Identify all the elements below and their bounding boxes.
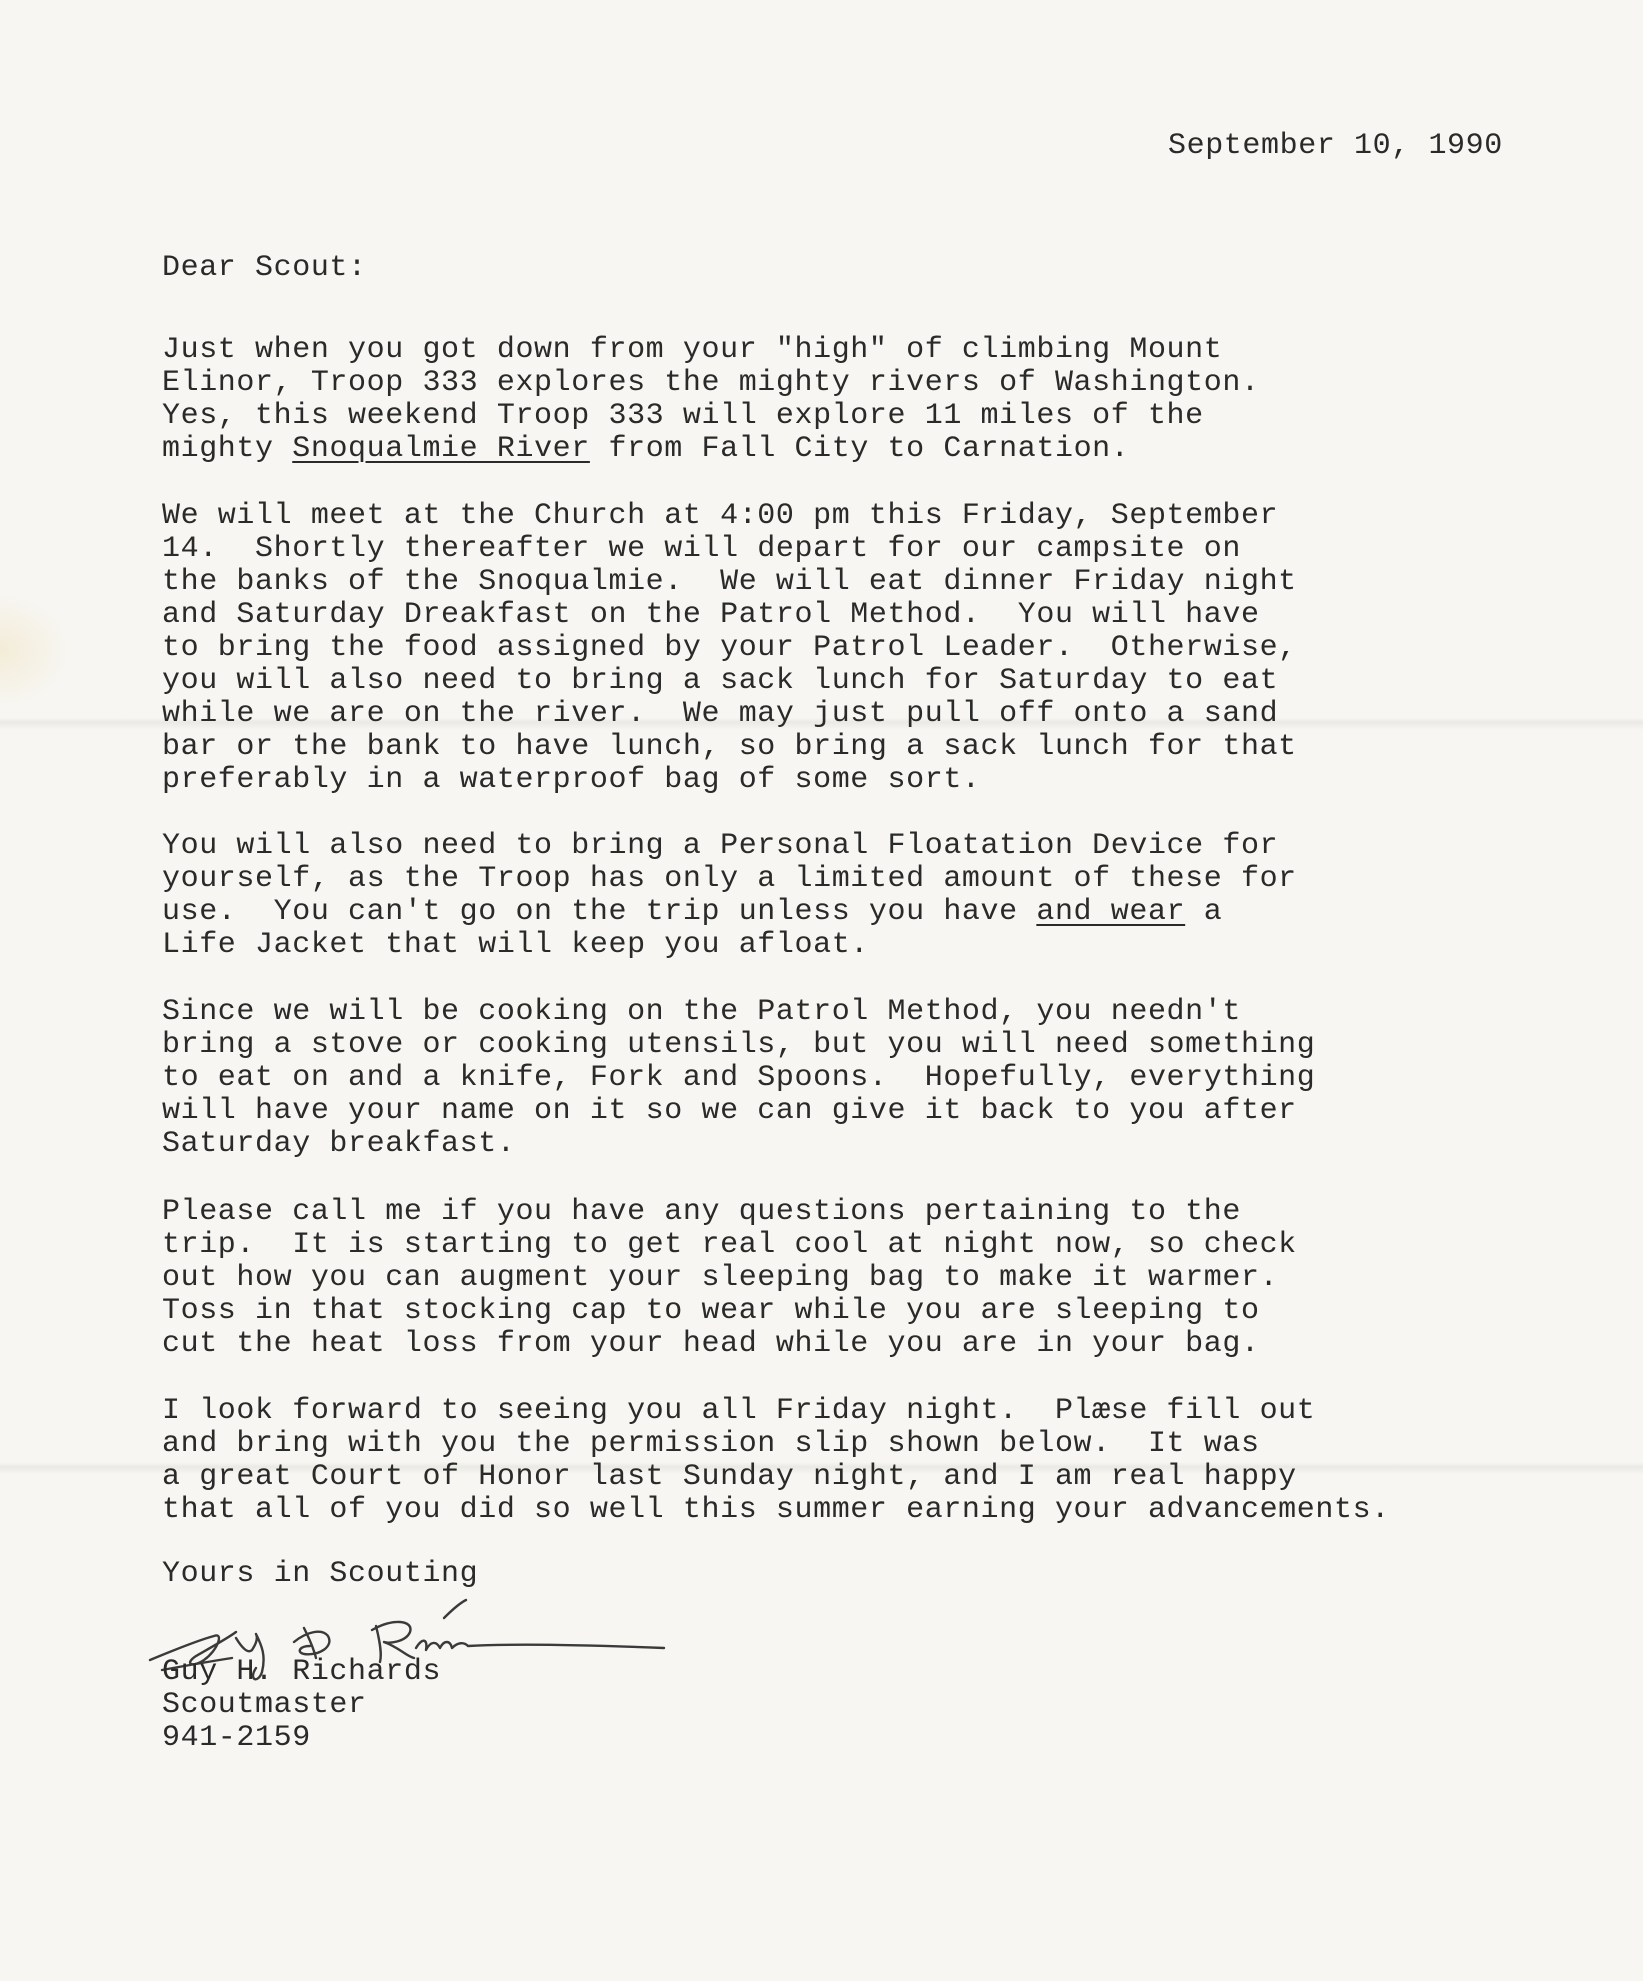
paragraph-closing-remarks xyxy=(162,1395,1390,1527)
paragraph-flotation-device xyxy=(162,830,1297,962)
underlined-river-name: Snoqualmie River xyxy=(292,432,590,466)
text-segment: from Fall City to Carnation. xyxy=(589,432,1130,466)
text-line: will have your name on it so we can give it back to you after xyxy=(162,1094,1297,1128)
text-segment: use. You can't go on the trip unless you have xyxy=(162,895,1037,929)
signer-name: Guy H. Richards xyxy=(162,1655,442,1689)
closing-phrase: Yours in Scouting xyxy=(162,1557,479,1591)
text-line: cut the heat loss from your head while you are in your bag. xyxy=(162,1327,1260,1361)
text-line: bring a stove or cooking utensils, but you will need something xyxy=(162,1028,1316,1062)
text-line: to eat on and a knife, Fork and Spoons. Hopefully, everything xyxy=(162,1061,1316,1095)
text-line: Yes, this weekend Troop 333 will explore 11 miles of the xyxy=(162,399,1204,433)
text-line: Saturday breakfast. xyxy=(162,1127,516,1161)
text-line: Please call me if you have any questions pertaining to the xyxy=(162,1195,1241,1229)
text-line: Elinor, Troop 333 explores the mighty rivers of Washington. xyxy=(162,366,1260,400)
text-line: to bring the food assigned by your Patrol Leader. Otherwise, xyxy=(162,631,1297,665)
text-line: You will also need to bring a Personal Floatation Device for xyxy=(162,829,1279,863)
text-line: the banks of the Snoqualmie. We will eat dinner Friday night xyxy=(162,565,1297,599)
text-line: Toss in that stocking cap to wear while you are sleeping to xyxy=(162,1294,1260,1328)
text-line: a great Court of Honor last Sunday night, and I am real happy xyxy=(162,1460,1297,1494)
text-line xyxy=(162,433,1260,466)
underlined-and-wear: and wear xyxy=(1036,895,1186,929)
text-line: that all of you did so well this summer earning your advancements. xyxy=(162,1493,1390,1527)
text-line: trip. It is starting to get real cool at night now, so check xyxy=(162,1228,1297,1262)
text-line: I look forward to seeing you all Friday night. Plæse fill out xyxy=(162,1394,1316,1428)
text-line: We will meet at the Church at 4:00 pm this Friday, September xyxy=(162,499,1279,533)
text-line: while we are on the river. We may just pull off onto a sand xyxy=(162,697,1279,731)
paragraph-meeting-details xyxy=(162,500,1297,797)
signer-title: Scoutmaster xyxy=(162,1688,367,1722)
text-line: and bring with you the permission slip shown below. It was xyxy=(162,1427,1260,1461)
paragraph-cooking xyxy=(162,996,1315,1161)
text-segment: mighty xyxy=(162,432,293,466)
signature-block xyxy=(162,1656,441,1755)
text-line xyxy=(162,896,1297,929)
paragraph-river-trip xyxy=(162,334,1260,466)
salutation: Dear Scout: xyxy=(162,251,367,285)
text-line: Just when you got down from your "high" of climbing Mount xyxy=(162,333,1223,367)
text-line: you will also need to bring a sack lunch for Saturday to eat xyxy=(162,664,1279,698)
signer-phone: 941-2159 xyxy=(162,1721,311,1755)
text-line: Life Jacket that will keep you afloat. xyxy=(162,928,869,962)
letter-date: September 10, 1990 xyxy=(1168,129,1503,163)
text-line: 14. Shortly thereafter we will depart for our campsite on xyxy=(162,532,1241,566)
text-line: out how you can augment your sleeping bag to make it warmer. xyxy=(162,1261,1279,1295)
text-line: yourself, as the Troop has only a limited amount of these for xyxy=(162,862,1297,896)
paragraph-questions xyxy=(162,1196,1297,1361)
text-segment: a xyxy=(1185,895,1223,929)
text-line: preferably in a waterproof bag of some sort. xyxy=(162,763,981,797)
text-line: bar or the bank to have lunch, so bring a sack lunch for that xyxy=(162,730,1297,764)
text-line: Since we will be cooking on the Patrol Method, you needn't xyxy=(162,995,1241,1029)
text-line: and Saturday Dreakfast on the Patrol Method. You will have xyxy=(162,598,1260,632)
